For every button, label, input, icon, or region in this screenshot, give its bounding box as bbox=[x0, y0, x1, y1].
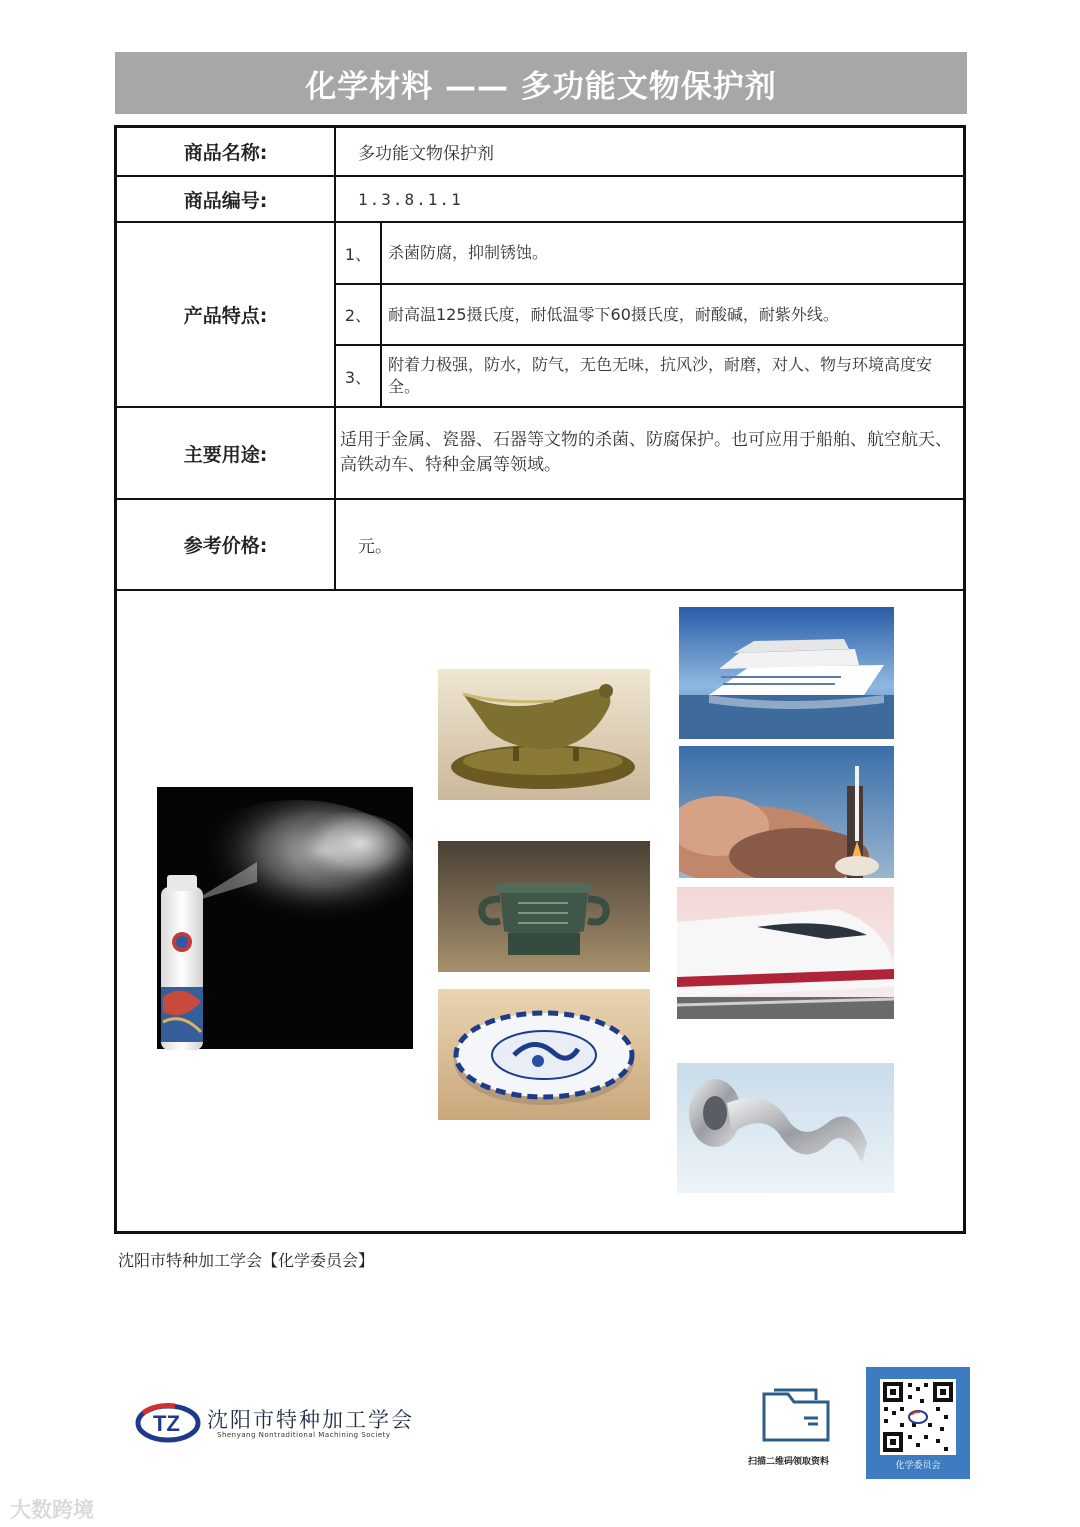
row-price bbox=[117, 499, 963, 590]
society-english-name: Shenyang Nontraditional Machining Society bbox=[217, 1431, 391, 1439]
metal-foil-image bbox=[677, 1063, 894, 1193]
qr-caption: 化学委员会 bbox=[895, 1461, 941, 1471]
price-label: 参考价格: bbox=[117, 499, 335, 590]
high-speed-train-image bbox=[677, 887, 894, 1019]
code-value: 1.3.8.1.1 bbox=[335, 176, 963, 222]
society-name: 沈阳市特种加工学会 bbox=[207, 1408, 414, 1432]
feature-text: 附着力极强，防水，防气，无色无味，抗风沙，耐磨，对人、物与环境高度安全。 bbox=[381, 345, 963, 407]
spray-bottle-image bbox=[147, 787, 413, 1055]
society-logo-icon bbox=[135, 1403, 201, 1443]
code-label: 商品编号: bbox=[117, 176, 335, 222]
row-product-name bbox=[117, 128, 963, 176]
row-feature-1 bbox=[117, 222, 963, 284]
bronze-vessel-image bbox=[438, 669, 650, 800]
qr-code-icon[interactable] bbox=[880, 1379, 956, 1455]
watermark: 大数跨境 bbox=[10, 1498, 94, 1522]
spec-table bbox=[117, 128, 963, 591]
name-value: 多功能文物保护剂 bbox=[335, 128, 963, 176]
product-sheet bbox=[114, 125, 966, 1234]
svg-text:TZ: TZ bbox=[153, 1411, 180, 1436]
feature-text: 杀菌防腐，抑制锈蚀。 bbox=[381, 222, 963, 284]
feature-text: 耐高温125摄氏度，耐低温零下60摄氏度，耐酸碱，耐紫外线。 bbox=[381, 284, 963, 345]
features-label: 产品特点: bbox=[117, 222, 335, 407]
usage-value: 适用于金属、瓷器、石器等文物的杀菌、防腐保护。也可应用于船舶、航空航天、高铁动车、特种金属等领域。 bbox=[335, 407, 963, 499]
feature-number: 2、 bbox=[335, 284, 381, 345]
row-product-code bbox=[117, 176, 963, 222]
product-image-area bbox=[117, 591, 963, 1231]
usage-label: 主要用途: bbox=[117, 407, 335, 499]
rocket-launch-image bbox=[679, 746, 894, 878]
feature-number: 1、 bbox=[335, 222, 381, 284]
porcelain-plate-image bbox=[438, 989, 650, 1120]
folder-icon bbox=[760, 1384, 832, 1446]
name-label: 商品名称: bbox=[117, 128, 335, 176]
committee-label: 沈阳市特种加工学会【化学委员会】 bbox=[118, 1251, 375, 1270]
page-banner-title: 化学材料 —— 多功能文物保护剂 bbox=[115, 52, 967, 114]
qr-code-panel[interactable] bbox=[866, 1367, 970, 1479]
row-usage bbox=[117, 407, 963, 499]
bronze-gui-image bbox=[438, 841, 650, 972]
scan-qr-hint: 扫描二维码领取资料 bbox=[748, 1457, 830, 1467]
feature-number: 3、 bbox=[335, 345, 381, 407]
price-value: 元。 bbox=[335, 499, 963, 590]
cruise-ship-image bbox=[679, 607, 894, 739]
